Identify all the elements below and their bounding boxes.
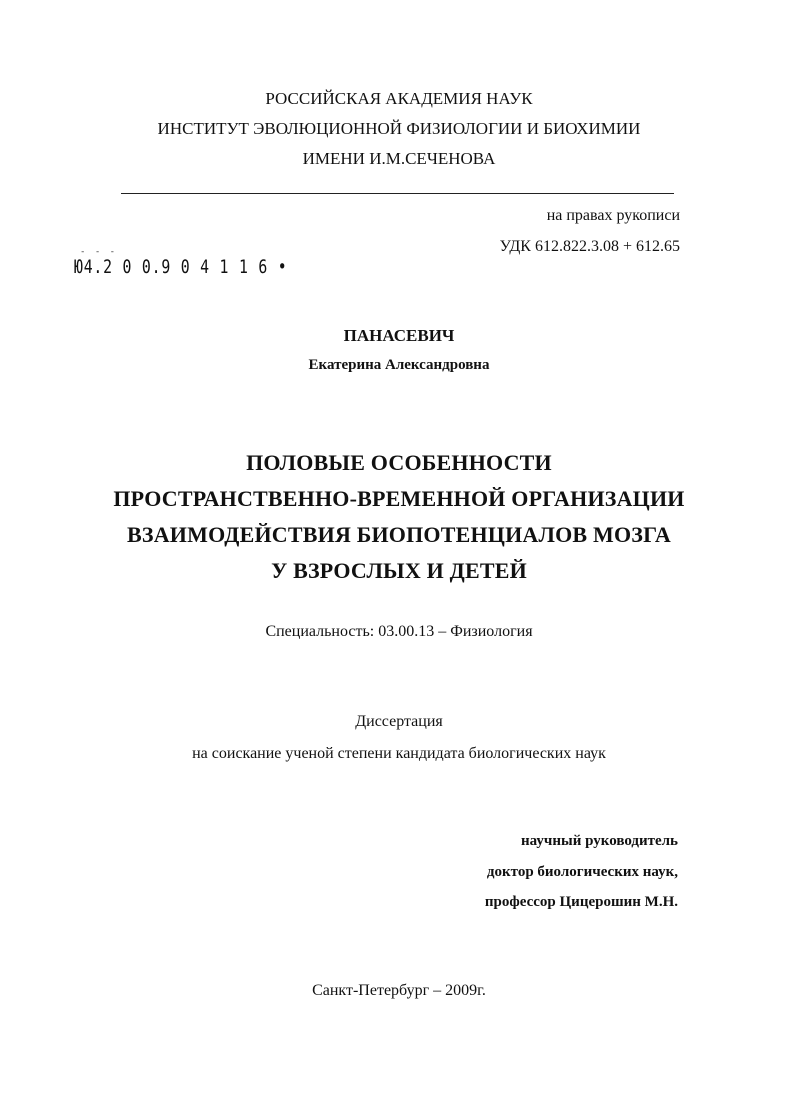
author-surname: ПАНАСЕВИЧ <box>343 326 455 345</box>
supervisor-role: научный руководитель <box>521 833 678 849</box>
place-year: Санкт-Петербург – 2009г. <box>312 982 486 999</box>
registration-stamp: Ю4.2 0 0.9 0 4 1 1 6 • <box>74 256 288 278</box>
institution-line-1: РОССИЙСКАЯ АКАДЕМИЯ НАУК <box>265 89 533 108</box>
udc-code: УДК 612.822.3.08 + 612.65 <box>499 238 680 255</box>
supervisor-degree: доктор биологических наук, <box>486 864 678 880</box>
supervisor-name: профессор Цицерошин М.Н. <box>484 894 678 910</box>
institution-line-2: ИНСТИТУТ ЭВОЛЮЦИОННОЙ ФИЗИОЛОГИИ И БИОХИМИИ <box>157 119 641 138</box>
header-divider <box>121 193 674 194</box>
title-line: ВЗАИМОДЕЙСТВИЯ БИОПОТЕНЦИАЛОВ МОЗГА <box>127 522 671 547</box>
title-line: У ВЗРОСЛЫХ И ДЕТЕЙ <box>271 558 527 583</box>
specialty: Специальность: 03.00.13 – Физиология <box>265 623 533 640</box>
manuscript-rights: на правах рукописи <box>546 207 680 224</box>
stamp-dots: - - - <box>80 247 118 257</box>
author-name: Екатерина Александровна <box>308 357 490 373</box>
institution-line-3: ИМЕНИ И.М.СЕЧЕНОВА <box>302 149 496 168</box>
title-line: ПОЛОВЫЕ ОСОБЕННОСТИ <box>246 450 552 475</box>
dissertation-purpose: на соискание ученой степени кандидата биологических наук <box>192 745 606 762</box>
dissertation-label: Диссертация <box>355 713 443 730</box>
title-line: ПРОСТРАНСТВЕННО-ВРЕМЕННОЙ ОРГАНИЗАЦИИ <box>113 486 685 511</box>
